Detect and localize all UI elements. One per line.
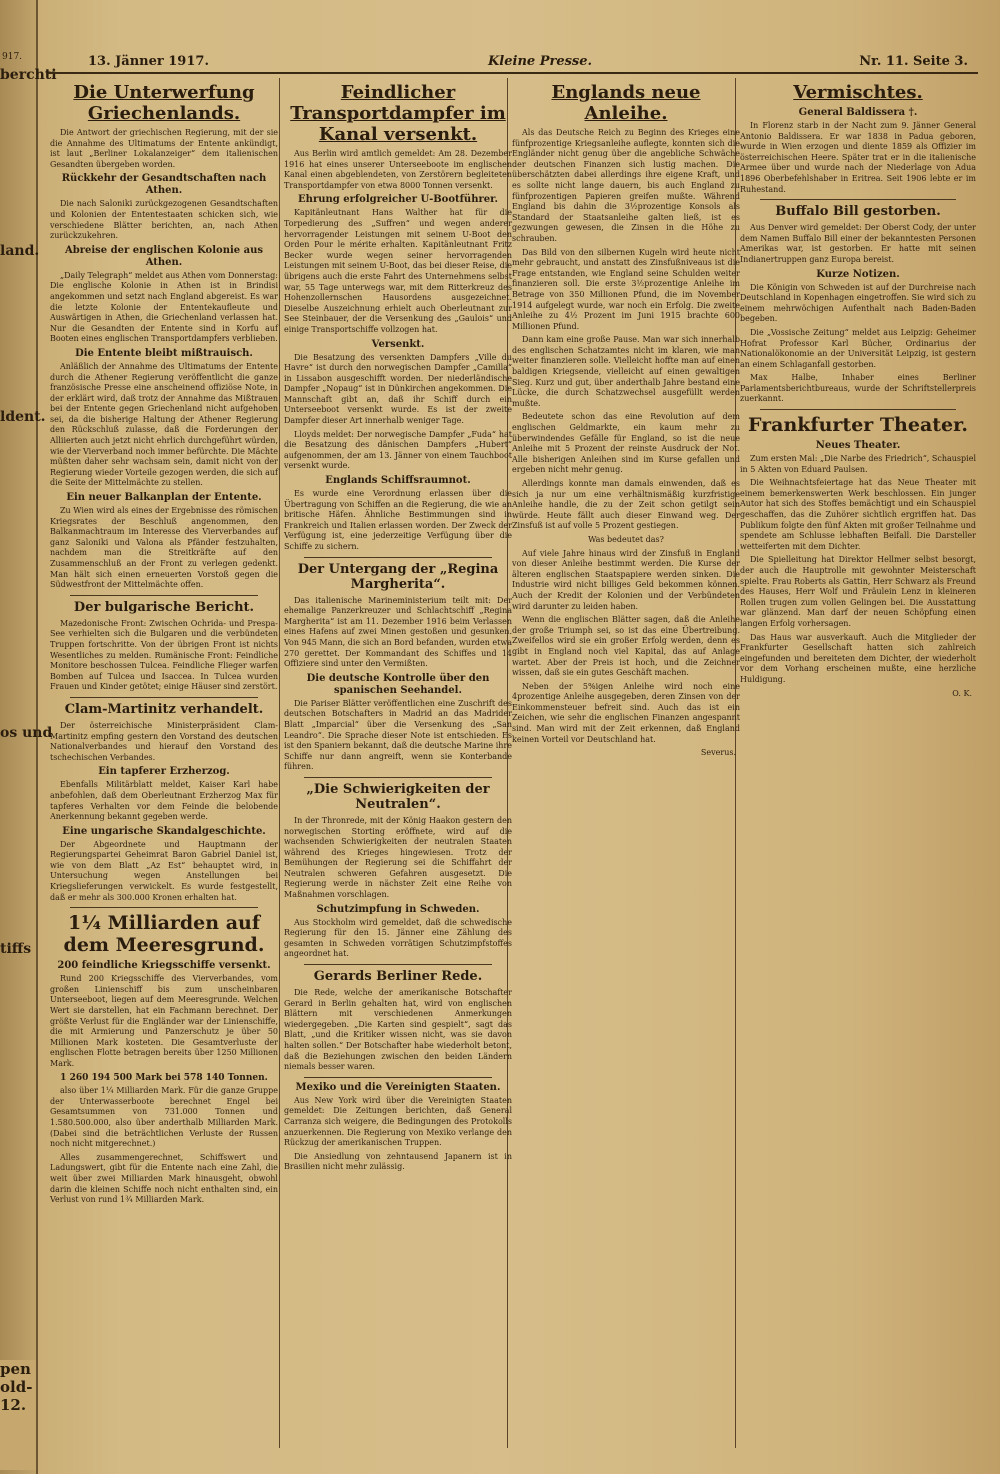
subheadline: Neues Theater. bbox=[815, 440, 901, 452]
column-divider bbox=[279, 78, 280, 1448]
subheadline: 200 feindliche Kriegsschiffe versenkt. bbox=[57, 960, 271, 972]
section-rule bbox=[70, 595, 258, 596]
article-text: Anläßlich der Annahme des Ultimatums der Entente durch die Athener Regierung veröffentlicht die ganze französische Presse eine anscheinend offiziöse Note, in der erklärt wird, daß trotz der Annahme das Mißtrauen bei der Entente gegen Griechenland nicht aufgehoben sei, da die bisherige Haltung der Athener Regierung den Rückschluß zulasse, daß die Forderungen der Alliierten auch jetzt nicht ehrlich durchgeführt würden, wie der Vierverband noch immer befürchte. Die Mächte müßten daher sehr wachsam sein, damit nicht von der Regierung wieder Vorteile gezogen werden, die sich auf die Seite der Mittelmächte zu stellen. bbox=[50, 361, 278, 488]
previous-page-edge bbox=[0, 0, 57, 1474]
article-text: Auf viele Jahre hinaus wird der Zinsfuß in England von dieser Anleihe bestimmt werden. Die Kurse der älteren englischen Staatspapiere werden sinken. Die Industrie wird nicht billiges Geld bekommen können. Auch der Kredit der Kolonien und der Verbündeten wird darunter zu leiden haben. bbox=[512, 548, 740, 611]
section-rule bbox=[70, 697, 258, 698]
article-text: Das italienische Marineministerium teilt mit: Der ehemalige Panzerkreuzer und Schlachtschiff „Regina Margherita“ ist am 11. Dezember 1916 beim Verlassen eines Hafens auf zwei Minen gestoßen und gesunken. Von 945 Mann, die sich an Bord befanden, wurden etwa 270 gerettet. Der Kommandant des Schiffes und 14 Offiziere sind unter den Vermißten. bbox=[284, 595, 512, 669]
tonnage-line: 1 260 194 500 Mark bei 578 140 Tonnen. bbox=[60, 1072, 268, 1083]
article-text: Die Besatzung des versenkten Dampfers „Ville du Havre“ ist durch den norwegischen Dampfer „Camilla“ in Lissabon ausgeschifft worden. Der niederländische Dampfer „Nopaug“ ist in Dünkirchen angekommen. Die Mannschaft gibt an, daß ihr Schiff durch ein Unterseeboot versenkt wurde. Es ist der zweite Dampfer dieser Art innerhalb weniger Tage. bbox=[284, 352, 512, 426]
headline: Clam-Martinitz verhandelt. bbox=[64, 701, 264, 717]
article-text: also über 1¼ Milliarden Mark. Für die ganze Gruppe der Unterwasserboote berechnet Engel bei Gesamtsummen von 731.000 Tonnen und 1.580.500.000, also über anderthalb Milliarden Mark. (Dabei sind die beträchtlichen Verluste der Russen noch nicht mitgerechnet.) bbox=[50, 1086, 278, 1149]
ad-line: pen bbox=[0, 1360, 31, 1378]
article-text: Zu Wien wird als eines der Ergebnisse des römischen Kriegsrates der Beschluß angenommen, den Balkanmachtraum im Interesse des Vierverbandes auf ganz Saloniki und Valona als Pfänder festzuhalten, nachdem man die Streitkräfte auf den Zusammenschluß an der Front zu verlegen gedenkt. Man hält sich einen erneuerten Vorstoß gegen die Südwestfront der Mittelmächte offen. bbox=[50, 506, 278, 590]
article-text: Die Ansiedlung von zehntausend Japanern ist in Brasilien nicht mehr zulässig. bbox=[284, 1151, 512, 1172]
section-rule bbox=[304, 1077, 492, 1078]
article-text: Die Pariser Blätter veröffentlichen eine Zuschrift des deutschen Botschafters in Madrid an das Madrider Blatt „Imparcial“ über die Versenkung des „San Leandro“. Die Sprache dieser Note ist entschieden. Es ist den Spaniern bekannt, daß die deutsche Marine ihre Schiffe nur dann angreift, wenn sie Konterbande führen. bbox=[284, 698, 512, 772]
article-text: Die Antwort der griechischen Regierung, mit der sie die Annahme des Ultimatums der Entente ankündigt, ist laut „Berliner Lokalanzeiger“ dem italienischen Gesandten übergeben worden. bbox=[50, 128, 278, 169]
article-text: Alles zusammengerechnet, Schiffswert und Ladungswert, gibt für die Entente nach eine Zahl, die weit über zwei Milliarden Mark hinausgeht, obwohl darin die kleinen Schiffe noch nicht enthalten sind, ein Verlust von rund 1¾ Milliarden Mark. bbox=[50, 1152, 278, 1205]
subheadline: Kurze Notizen. bbox=[816, 268, 900, 280]
article-text: Aus Berlin wird amtlich gemeldet: Am 28. Dezember 1916 hat eines unserer Unterseeboote im englischen Kanal einen abgeblendeten, von Zerstörern begleiteten Transportdampfer von etwa 8000 Tonnen versenkt. bbox=[284, 149, 512, 190]
section-rule bbox=[304, 777, 492, 778]
ad-line: 12. bbox=[0, 1396, 27, 1414]
article-text: Die nach Saloniki zurückgezogenen Gesandtschaften und Kolonien der Ententestaaten schicken sich, wie verschiedene Blätter berichten, an, nach Athen zurückzukehren. bbox=[50, 199, 278, 241]
column-3 bbox=[512, 78, 740, 1448]
headline: Vermischtes. bbox=[793, 82, 923, 103]
article-text: Die Spielleitung hat Direktor Hellmer selbst besorgt, der auch die Hauptrolle mit gewohnter Meisterschaft spielte. Frau Roberts als Gattin, Herr Schwarz als Freund des Hauses, Herr Wolf und Fräulein Lenz in kleineren Rollen trugen zum vollen Gelingen bei. Die Ausstattung war glänzend. Man darf der neuen Schöpfung einen langen Erfolg vorhersagen. bbox=[740, 555, 976, 628]
header-rule bbox=[48, 72, 978, 74]
article-text: Die „Vossische Zeitung“ meldet aus Leipzig: Geheimer Hofrat Professor Karl Bücher, Ordinarius der Nationalökonomie an der Universität Leipzig, ist gestern an einem Schlaganfall gestorben. bbox=[740, 327, 976, 369]
headline-text: Milliarden auf dem Meeresgrund. bbox=[63, 912, 265, 957]
section-rule bbox=[304, 557, 492, 558]
article-text: Neben der 5%igen Anleihe wird noch eine 4prozentige Anleihe ausgegeben, deren Zinsen von der Einkommensteuer befreit sind. Auch das ist ein Zeichen, wie sehr die englischen Finanzen angespannt sind. Man wird mit der Zeit erkennen, daß England keinen Vorteil vor Deutschland hat. bbox=[512, 681, 740, 744]
article-text: Die Rede, welche der amerikanische Botschafter Gerard in Berlin gehalten hat, wird von englischen Blättern mit verschiedenen Anmerkungen wiedergegeben. „Die Karten sind gespielt“, sagt das Blatt, „und die Kritiker wissen nicht, was sie davon halten sollen.“ Der Botschafter habe wiederholt betont, daß die Beziehungen zwischen den beiden Ländern niemals besser waren. bbox=[284, 988, 512, 1072]
subheadline: Die deutsche Kontrolle über den spanischen Seehandel. bbox=[306, 672, 490, 696]
column-4 bbox=[740, 78, 976, 1448]
article-text: Die Königin von Schweden ist auf der Durchreise nach Deutschland in Kopenhagen eingetroffen. Sie wird sich zu einem mehrwöchigen Aufenthalt nach Baden-Baden begeben. bbox=[740, 282, 976, 324]
article-text: Aus New York wird über die Vereinigten Staaten gemeldet: Die Zeitungen berichten, daß General Carranza sich weigere, die Bedingungen des Protokolls anzuerkennen. Die Regierung von Mexiko verlange den Rückzug der amerikanischen Truppen. bbox=[284, 1095, 512, 1148]
prev-fragment: 917. bbox=[2, 52, 23, 62]
headline bbox=[50, 912, 278, 956]
prev-page-ad bbox=[0, 1360, 36, 1470]
section-rule bbox=[760, 199, 956, 200]
subheadline: General Baldissera †. bbox=[798, 107, 918, 118]
prev-fragment: os und bbox=[0, 725, 53, 741]
article-text: Als das Deutsche Reich zu Beginn des Krieges eine fünfprozentige Kriegsanleihe auflegte, konnten sich die Engländer nicht genug über die angebliche Schwäche der deutschen Finanzen sich lustig machen. Die überschätzten dabei allerdings ihre eigene Kraft, und es sollte nicht lange dauern, bis auch England zu fünfprozentigen Papieren greifen mußte. Während England bis dahin die 3½prozentige Konsols als Standard der Staatsanleihe galten ließ, ist es gezwungen gewesen, die Zinsen in die Höhe zu schrauben. bbox=[512, 128, 740, 243]
subheadline: Ehrung erfolgreicher U-Bootführer. bbox=[298, 194, 498, 206]
subheadline: Schutzimpfung in Schweden. bbox=[316, 903, 480, 915]
subheadline: Versenkt. bbox=[371, 338, 425, 350]
article-text: Bedeutete schon das eine Revolution auf dem englischen Geldmarkte, ein kaum mehr zu überwindendes Gefälle für England, so ist die neue Anleihe mit 5 Prozent der reinste Ausdruck der Not. Alle bisherigen Anleihen sind im Kurse gefallen und ergeben nicht mehr genug. bbox=[512, 412, 740, 475]
article-text: Ebenfalls Militärblatt meldet, Kaiser Karl habe anbefohlen, daß dem Oberleutnant Erzherzog Max für tapferes Verhalten vor dem Feinde die belobende Anerkennung bekannt gegeben werde. bbox=[50, 780, 278, 822]
running-header bbox=[48, 50, 968, 72]
article-text: Der österreichische Ministerpräsident Clam-Martinitz empfing gestern den Vorstand des deutschen Nationalverbandes und hierauf den Vorstand des tschechischen Verbandes. bbox=[50, 720, 278, 762]
page-number: Nr. 11. Seite 3. bbox=[859, 54, 968, 69]
article-text: Max Halbe, Inhaber eines Berliner Parlamentsberichtbureaus, wurde der Schriftstellerpreis zuerkannt. bbox=[740, 373, 976, 404]
headline: Frankfurter Theater. bbox=[747, 414, 969, 437]
article-text: Es wurde eine Verordnung erlassen über die Übertragung von Schiffen an die Regierung, die wie an britische Häfen. Ähnliche Bestimmungen sind in Frankreich und Italien erlassen worden. Der Zweck der Verfügung ist, eine jederzeitige Verfügung über die Schiffe zu sichern. bbox=[284, 489, 512, 551]
prev-fragment: ldent. bbox=[0, 409, 46, 425]
subheadline: Englands Schiffsraumnot. bbox=[325, 475, 471, 487]
headline: Feindlicher Transportdampfer im Kanal versenkt. bbox=[290, 82, 506, 145]
headline-fraction: 1¼ bbox=[68, 912, 102, 935]
author-signature: O. K. bbox=[952, 688, 972, 698]
headline: Die Unterwerfung Griechenlands. bbox=[73, 82, 255, 124]
article-text: Rund 200 Kriegsschiffe des Vierverbandes, vom großen Linienschiff bis zum unscheinbaren Unterseeboot, liegen auf dem Meeresgrunde. Welchen Wert sie darstellen, hat ein Fachmann berechnet. Der größte Verlust für die Engländer war der Linienschiffe, die mit Armierung und Panzerschutz je über 50 Millionen Mark kosteten. Die Gesamtverluste der englischen Flotte betragen bereits über 1250 Millionen Mark. bbox=[50, 974, 278, 1068]
prev-fragment: tiffs bbox=[0, 941, 32, 957]
article-text: Aus Stockholm wird gemeldet, daß die schwedische Regierung für den 15. Jänner eine Zählung des gesamten in Schweden vorrätigen Schutzimpfstoffes angeordnet hat. bbox=[284, 917, 512, 959]
article-text: Lloyds meldet: Der norwegische Dampfer „Fuda“ hat die Besatzung des dänischen Dampfers „Hubert“ aufgenommen, der am 13. Jänner von einem Tauchboot versenkt wurde. bbox=[284, 429, 512, 471]
section-rule bbox=[70, 907, 258, 908]
author-signature: Severus. bbox=[700, 748, 736, 758]
section-rule bbox=[304, 964, 492, 965]
article-text: Aus Denver wird gemeldet: Der Oberst Cody, der unter dem Namen Buffalo Bill einer der bekanntesten Personen Amerikas war, ist gestorben. Er hatte mit seinen Indianertruppen ganz Europa bereist. bbox=[740, 223, 976, 264]
headline: Der bulgarische Bericht. bbox=[73, 599, 255, 615]
subheadline: Rückkehr der Gesandtschaften nach Athen. bbox=[61, 173, 267, 197]
subheadline: Eine ungarische Skandalgeschichte. bbox=[62, 825, 266, 837]
headline: Englands neue Anleihe. bbox=[551, 82, 701, 124]
subheadline: Mexiko und die Vereinigten Staaten. bbox=[295, 1081, 501, 1093]
column-2 bbox=[284, 78, 512, 1448]
article-text: Was bedeutet das? bbox=[588, 534, 664, 544]
headline: Gerards Berliner Rede. bbox=[313, 969, 483, 985]
article-text: Das Bild von den silbernen Kugeln wird heute nicht mehr gebraucht, und anstatt des Zinsfußniveaus ist die Frage entstanden, wie England seine Schulden weiter finanzieren soll. Die erste 3½prozentige Anleihe im Betrage von 350 Millionen Pfund, die im November 1914 aufgelegt wurde, war noch ein Erfolg. Die zweite Anleihe zu 4½ Prozent im Juni 1915 brachte 600 Millionen Pfund. bbox=[512, 247, 740, 331]
article-text: „Daily Telegraph“ meldet aus Athen vom Donnerstag: Die englische Kolonie in Athen ist in Brindisi angekommen und setzt nach England abgereist. Es war die letzte Kolonie der Ententekaufleute und Auswärtigen in Athen, die Griechenland verlassen hat. Nur die Gesandten der Entente sind in Korfu auf Booten eines englischen Transportdampfers verblieben. bbox=[50, 270, 278, 344]
article-text: Der Abgeordnete und Hauptmann der Regierungspartei Geheimrat Baron Gabriel Daniel ist, wie von dem Blatt „Az Est“ behauptet wird, in Untersuchung wegen Anstellungen bei Kriegslieferungen verwickelt. Es wurde festgestellt, daß er mehr als 300.000 Kronen erhalten hat. bbox=[50, 839, 278, 902]
article-text: In Florenz starb in der Nacht zum 9. Jänner General Antonio Baldissera. Er war 1838 in Padua geboren, wurde in Wien erzogen und diente 1859 als Offizier im österreichischen Heere. Später trat er in die italienische Armee über und wurde nach der Niederlage von Adua 1896 Oberbefehlshaber in Eritrea. Seit 1906 lebte er im Ruhestand. bbox=[740, 121, 976, 194]
column-1 bbox=[50, 78, 278, 1448]
headline: „Die Schwierigkeiten der Neutralen“. bbox=[306, 781, 490, 812]
prev-fragment: land. bbox=[0, 243, 40, 259]
headline: Der Untergang der „Regina Margherita“. bbox=[297, 561, 499, 592]
subheadline: Die Entente bleibt mißtrauisch. bbox=[75, 347, 253, 359]
subheadline: Ein tapferer Erzherzog. bbox=[98, 766, 230, 778]
headline: Buffalo Bill gestorben. bbox=[775, 204, 941, 220]
article-text: Mazedonische Front: Zwischen Ochrida- und Prespa-See verhielten sich die Bulgaren und die verbündeten Truppen fortschritte. Von der übrigen Front ist nichts Wesentliches zu melden. Rumänische Front: Feindliche Monitore beschossen Tulcea. Feindliche Flieger warfen Bomben auf Tulcea und Isaccea. In Tulcea wurden Frauen und Kinder getötet; einige Häuser sind zerstört. bbox=[50, 618, 278, 692]
paper-name: Kleine Presse. bbox=[488, 54, 593, 69]
article-text: In der Thronrede, mit der König Haakon gestern den norwegischen Storting eröffnete, wird auf die wachsenden Schwierigkeiten der neutralen Staaten während des Krieges hingewiesen. Trotz der Bemühungen der Regierung sei die Schiffahrt der Neutralen schweren Gefahren ausgesetzt. Die Regierung werde in nächster Zeit eine Reihe von Maßnahmen vorschlagen. bbox=[284, 815, 512, 900]
subheadline: Ein neuer Balkanplan der Entente. bbox=[66, 492, 262, 504]
article-text: Wenn die englischen Blätter sagen, daß die Anleihe der große Triumph sei, so ist das eine Übertreibung. Zweifellos wird sie ein großer Erfolg werden, denn es gibt in England noch viel Kapital, das auf Anlage wartet. Aber der Preis ist hoch, und die Zeichner wissen, daß sie ein gutes Geschäft machen. bbox=[512, 615, 740, 678]
ad-line: old- bbox=[0, 1378, 33, 1396]
article-text: Zum ersten Mal: „Die Narbe des Friedrich“, Schauspiel in 5 Akten von Eduard Paulsen. bbox=[740, 454, 976, 474]
article-text: Dann kam eine große Pause. Man war sich innerhalb des englischen Schatzamtes nicht im klaren, wie man weiter finanzieren solle. Vielleicht hoffte man auf einen baldigen Kriegsende, vielleicht auf einen gewaltigen Sieg. Kurz und gut, über anderthalb Jahre bestand eine Lücke, die durch Schatzwechsel ausgefüllt werden mußte. bbox=[512, 335, 740, 408]
issue-date: 13. Jänner 1917. bbox=[88, 54, 209, 69]
article-text: Das Haus war ausverkauft. Auch die Mitglieder der Frankfurter Gesellschaft hatten sich zahlreich eingefunden und bereiteten dem Dichter, der wiederholt vor dem Vorhang erscheinen mußte, eine herzliche Huldigung. bbox=[740, 632, 976, 684]
article-text: Kapitänleutnant Hans Walther hat für die Torpedierung des „Suffren“ und wegen anderer hervorragender Leistungen mit seinem U-Boot den Orden Pour le mérite erhalten. Kapitänleutnant Fritz Becker wurde wegen seiner hervorragenden Leistungen mit seinem U-Boot, das bei dieser Reise, die übrigens auch die erste Fahrt des Unternehmens selbst war, 55 Tage unterwegs war, mit dem Ritterkreuz des Hohenzollernschen Hausordens ausgezeichnet. Dieselbe Auszeichnung erhielt auch Oberleutnant zur See Steinbauer, der die Versenkung des „Gaulois“ und einige Transportschiffe vollzogen hat. bbox=[284, 208, 512, 334]
article-text: Allerdings konnte man damals einwenden, daß es sich ja nur um eine verhältnismäßig kurzfristige Anleihe handle, die zu der Zeit schon getilgt sein würde. Heute fällt auch dieser Einwand weg. Der Zinsfuß ist auf volle 5 Prozent gestiegen. bbox=[512, 479, 740, 531]
subheadline: Abreise der englischen Kolonie aus Athen. bbox=[65, 244, 263, 268]
prev-fragment: berchti bbox=[0, 67, 57, 83]
section-rule bbox=[760, 409, 956, 410]
article-text: Die Weihnachtsfeiertage hat das Neue Theater mit einem bemerkenswerten Werk beschlossen. Ein junger Autor hat sich des Stoffes bemächtigt und ein Schauspiel geschaffen, das die Zuhörer sichtlich ergriffen hat. Das Publikum folgte den fünf Akten mit großer Teilnahme und spendete am Schlusse lebhaften Beifall. Die Darsteller wetteiferten mit dem Dichter. bbox=[740, 478, 976, 551]
